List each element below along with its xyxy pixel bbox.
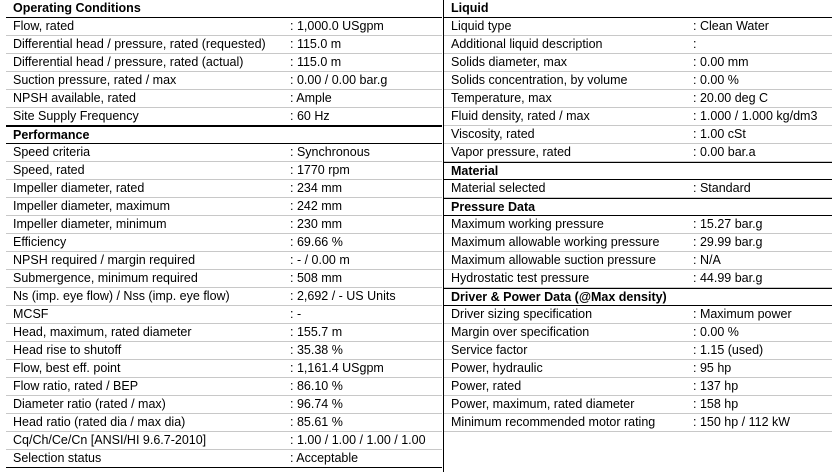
row-label: NPSH available, rated bbox=[13, 91, 136, 105]
data-row bbox=[6, 36, 442, 54]
section-driver-power-data-max-density bbox=[444, 288, 832, 432]
row-value: : 86.10 % bbox=[290, 379, 343, 393]
row-label: Maximum allowable suction pressure bbox=[451, 253, 656, 267]
data-row bbox=[444, 342, 832, 360]
data-row bbox=[444, 90, 832, 108]
data-row bbox=[6, 360, 442, 378]
row-label: Impeller diameter, maximum bbox=[13, 199, 170, 213]
row-value: : 44.99 bar.g bbox=[693, 271, 763, 285]
section-performance bbox=[6, 126, 442, 468]
row-value: : 2,692 / - US Units bbox=[290, 289, 396, 303]
row-value: : 158 hp bbox=[693, 397, 739, 411]
row-label: Power, rated bbox=[451, 379, 522, 393]
row-value: : 96.74 % bbox=[290, 397, 343, 411]
row-value: : 508 mm bbox=[290, 271, 343, 285]
row-value: : 1.00 cSt bbox=[693, 127, 746, 141]
row-label: Head, maximum, rated diameter bbox=[13, 325, 192, 339]
row-label: Differential head / pressure, rated (requested) bbox=[13, 37, 266, 51]
row-value: : 155.7 m bbox=[290, 325, 343, 339]
data-row bbox=[6, 54, 442, 72]
data-row bbox=[444, 144, 832, 162]
row-value: : 230 mm bbox=[290, 217, 343, 231]
row-value: : 60 Hz bbox=[290, 109, 330, 123]
data-row bbox=[6, 450, 442, 468]
row-value: : 0.00 / 0.00 bar.g bbox=[290, 73, 388, 87]
row-label: Hydrostatic test pressure bbox=[451, 271, 590, 285]
data-row bbox=[444, 126, 832, 144]
row-label: Speed, rated bbox=[13, 163, 85, 177]
row-value: : 0.00 % bbox=[693, 73, 739, 87]
row-label: Solids diameter, max bbox=[451, 55, 568, 69]
row-label: Suction pressure, rated / max bbox=[13, 73, 177, 87]
row-value: : 15.27 bar.g bbox=[693, 217, 763, 231]
row-label: Ns (imp. eye flow) / Nss (imp. eye flow) bbox=[13, 289, 230, 303]
row-label: Fluid density, rated / max bbox=[451, 109, 590, 123]
row-label: Cq/Ch/Ce/Cn [ANSI/HI 9.6.7-2010] bbox=[13, 433, 207, 447]
row-label: Impeller diameter, rated bbox=[13, 181, 145, 195]
data-row bbox=[6, 180, 442, 198]
row-label: Maximum allowable working pressure bbox=[451, 235, 660, 249]
row-value: : 1,000.0 USgpm bbox=[290, 19, 384, 33]
row-value: : 1.000 / 1.000 kg/dm3 bbox=[693, 109, 818, 123]
row-label: Additional liquid description bbox=[451, 37, 603, 51]
right-column bbox=[444, 0, 832, 432]
data-row bbox=[6, 216, 442, 234]
data-row bbox=[6, 306, 442, 324]
row-value: : 150 hp / 112 kW bbox=[693, 415, 791, 429]
row-value: : Maximum power bbox=[693, 307, 792, 321]
section-operating-conditions bbox=[6, 0, 442, 126]
section-title: Operating Conditions bbox=[6, 0, 442, 18]
row-label: Speed criteria bbox=[13, 145, 91, 159]
data-row bbox=[6, 162, 442, 180]
row-value: : 1,161.4 USgpm bbox=[290, 361, 384, 375]
row-value: : 95 hp bbox=[693, 361, 732, 375]
row-label: Flow ratio, rated / BEP bbox=[13, 379, 139, 393]
data-row bbox=[444, 54, 832, 72]
row-value: : 1770 rpm bbox=[290, 163, 350, 177]
section-pressure-data bbox=[444, 198, 832, 288]
row-value: : Ample bbox=[290, 91, 332, 105]
section-title: Driver & Power Data (@Max density) bbox=[444, 288, 832, 306]
data-row bbox=[6, 90, 442, 108]
data-row bbox=[6, 396, 442, 414]
row-label: Vapor pressure, rated bbox=[451, 145, 571, 159]
row-label: Maximum working pressure bbox=[451, 217, 604, 231]
row-label: Material selected bbox=[451, 181, 546, 195]
section-liquid bbox=[444, 0, 832, 162]
row-value: : 0.00 % bbox=[693, 325, 739, 339]
row-value: : 1.00 / 1.00 / 1.00 / 1.00 bbox=[290, 433, 426, 447]
row-label: Submergence, minimum required bbox=[13, 271, 198, 285]
data-row bbox=[444, 324, 832, 342]
row-label: Efficiency bbox=[13, 235, 67, 249]
row-label: Differential head / pressure, rated (actual) bbox=[13, 55, 244, 69]
data-row bbox=[444, 72, 832, 90]
row-value: : 69.66 % bbox=[290, 235, 343, 249]
row-value: : 85.61 % bbox=[290, 415, 343, 429]
row-label: Liquid type bbox=[451, 19, 512, 33]
row-label: Power, hydraulic bbox=[451, 361, 543, 375]
data-row bbox=[6, 414, 442, 432]
row-value: : 29.99 bar.g bbox=[693, 235, 763, 249]
data-row bbox=[444, 36, 832, 54]
data-row bbox=[444, 378, 832, 396]
row-value: : 1.15 (used) bbox=[693, 343, 764, 357]
row-label: Site Supply Frequency bbox=[13, 109, 139, 123]
row-value: : Clean Water bbox=[693, 19, 769, 33]
data-row bbox=[444, 270, 832, 288]
data-row bbox=[444, 252, 832, 270]
row-label: Temperature, max bbox=[451, 91, 552, 105]
data-row bbox=[6, 432, 442, 450]
data-row bbox=[6, 108, 442, 126]
row-label: Flow, rated bbox=[13, 19, 75, 33]
row-value: : 242 mm bbox=[290, 199, 343, 213]
data-row bbox=[6, 378, 442, 396]
data-row bbox=[6, 198, 442, 216]
row-value: : - bbox=[290, 307, 302, 321]
row-value: : 0.00 bar.a bbox=[693, 145, 756, 159]
data-row bbox=[6, 144, 442, 162]
row-label: Head ratio (rated dia / max dia) bbox=[13, 415, 186, 429]
row-label: Driver sizing specification bbox=[451, 307, 593, 321]
data-row bbox=[444, 108, 832, 126]
row-label: Service factor bbox=[451, 343, 528, 357]
row-label: Power, maximum, rated diameter bbox=[451, 397, 635, 411]
data-row bbox=[6, 288, 442, 306]
section-title: Material bbox=[444, 162, 832, 180]
data-row bbox=[444, 396, 832, 414]
data-row bbox=[444, 306, 832, 324]
row-label: Selection status bbox=[13, 451, 102, 465]
data-row bbox=[444, 18, 832, 36]
row-label: Flow, best eff. point bbox=[13, 361, 121, 375]
section-material bbox=[444, 162, 832, 198]
row-label: Margin over specification bbox=[451, 325, 590, 339]
row-value: : Standard bbox=[693, 181, 751, 195]
data-row bbox=[6, 72, 442, 90]
row-value: : 35.38 % bbox=[290, 343, 343, 357]
row-value: : 234 mm bbox=[290, 181, 343, 195]
data-row bbox=[6, 234, 442, 252]
data-row bbox=[444, 216, 832, 234]
row-value: : 0.00 mm bbox=[693, 55, 749, 69]
data-row bbox=[444, 180, 832, 198]
data-row bbox=[6, 324, 442, 342]
row-label: MCSF bbox=[13, 307, 49, 321]
row-label: Viscosity, rated bbox=[451, 127, 535, 141]
row-value: : 20.00 deg C bbox=[693, 91, 769, 105]
row-value: : 115.0 m bbox=[290, 55, 342, 69]
row-value: : 137 hp bbox=[693, 379, 739, 393]
row-value: : - / 0.00 m bbox=[290, 253, 350, 267]
row-label: NPSH required / margin required bbox=[13, 253, 196, 267]
left-column bbox=[6, 0, 442, 468]
row-value: : 115.0 m bbox=[290, 37, 342, 51]
section-title: Pressure Data bbox=[444, 198, 832, 216]
data-row bbox=[6, 342, 442, 360]
row-label: Minimum recommended motor rating bbox=[451, 415, 656, 429]
row-value: : Synchronous bbox=[290, 145, 370, 159]
section-title: Liquid bbox=[444, 0, 832, 18]
data-row bbox=[444, 360, 832, 378]
row-label: Head rise to shutoff bbox=[13, 343, 122, 357]
row-label: Impeller diameter, minimum bbox=[13, 217, 167, 231]
section-title: Performance bbox=[6, 126, 442, 144]
row-value: : Acceptable bbox=[290, 451, 359, 465]
data-row bbox=[444, 234, 832, 252]
row-value: : bbox=[693, 37, 697, 51]
data-row bbox=[6, 252, 442, 270]
row-value: : N/A bbox=[693, 253, 721, 267]
data-row bbox=[444, 414, 832, 432]
data-row bbox=[6, 270, 442, 288]
row-label: Diameter ratio (rated / max) bbox=[13, 397, 166, 411]
row-label: Solids concentration, by volume bbox=[451, 73, 628, 87]
data-row bbox=[6, 18, 442, 36]
